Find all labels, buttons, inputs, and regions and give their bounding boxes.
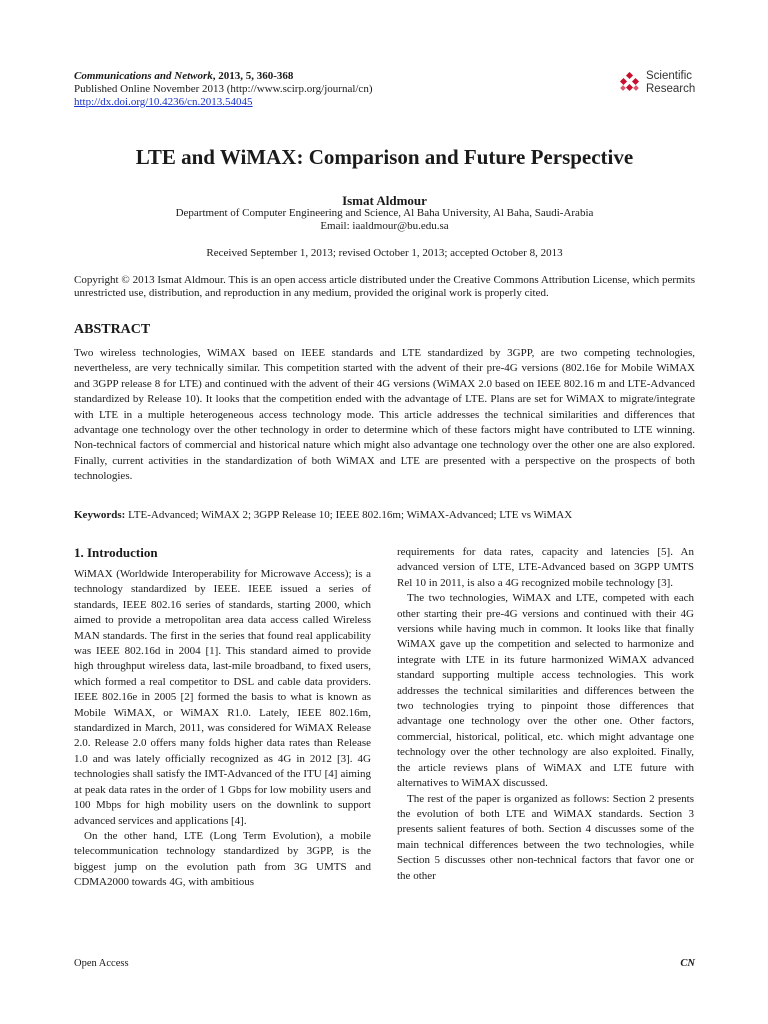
abstract-heading: ABSTRACT [74, 322, 151, 337]
journal-header [74, 70, 695, 114]
logo-text: Scientific Research [646, 70, 696, 95]
left-column [74, 545, 371, 891]
abstract-text: Two wireless technologies, WiMAX based on IEEE standards and LTE standardized by 3GPP, are two competing technologies, nevertheless, are very technically similar. This competition started with the advent of their pre-4G versions (802.16e for Mobile WiMAX and 3GPP release 8 for LTE) and continued with the advent of their 4G versions (WiMAX 2.0 based on IEEE 802.16 m and LTE-Advanced standardized by Release 10). It looks that the competition ended with the advantage of LTE. Plans are set for WiMAX to migrate/integrate with LTE in a multiple heterogeneous access technology mode. This article addresses the technical similarities and differences that advantage one technology over the other technology in order to determine which of these factors might have contributed to LTE winning. Non-technical factors of commercial and historical nature which might also advantage one technology over the other one are also explored. Finally, current activities in the standardization of both WiMAX and LTE are presented with a perspective on the prospects of both technologies. [74, 347, 695, 483]
author-name: Ismat Aldmour [342, 193, 427, 208]
paragraph: WiMAX (Worldwide Interoperability for Microwave Access); is a technology standardized by IEEE. IEEE issued a series of standards, IEEE 802.16 series of standards, starting 2000, which aimed to provide a metropolitan area data access called Wireless MAN standards. The first in the series that found real applicability was IEEE 802.16d in 2004 [1]. This standard aimed to provide high throughput wireless data, last-mile broadband, to fixed users, which formed a real competitor to DSL and cable data providers. IEEE 802.16e in 2005 [2] formed the basis to what is known as Mobile WiMAX, or WiMAX R1.0. Lately, IEEE 802.16m, standardized in March, 2011, was considered for WiMAX Release 2.0. Release 2.0 offers many folds higher data rates than Release 1.0 and was lately officially recognized as 4G in 2012 [3]. 4G technologies shall satisfy the IMT-Advanced of the ITU [4] aiming at peak data rates in the order of 1 Gbps for low mobility users and 100 Mbps for high mobility users on the downlink to support advanced services and applications [4]. [74, 568, 371, 827]
author-email: Email: iaaldmour@bu.edu.sa [320, 220, 449, 232]
paragraph: On the other hand, LTE (Long Term Evolution), a mobile telecommunication technology standardized by 3GPP, is the biggest jump on the evolution path from 3G UMTS and CDMA2000 towards 4G, with ambitious [74, 829, 371, 889]
section-heading-introduction: 1. Introduction [74, 545, 158, 560]
footer-journal-abbrev: CN [680, 958, 695, 969]
scientific-research-logo-icon [617, 72, 643, 96]
doi-link[interactable]: http://dx.doi.org/10.4236/cn.2013.54045 [74, 96, 253, 108]
author-affiliation [74, 207, 695, 233]
paragraph: requirements for data rates, capacity and latencies [5]. An advanced version of LTE, LTE-Advanced based on 3GPP UMTS Rel 10 in 2011, is also a 4G recognized mobile technology [3]. [397, 546, 694, 589]
affiliation-text: Department of Computer Engineering and Science, Al Baha University, Al Baha, Saudi-Arabia [175, 207, 594, 219]
page-footer [74, 958, 695, 969]
right-column [397, 545, 694, 884]
keywords-label: Keywords: [74, 509, 126, 521]
keywords-list: LTE-Advanced; WiMAX 2; 3GPP Release 10; IEEE 802.16m; WiMAX-Advanced; LTE vs WiMAX [125, 509, 573, 521]
paragraph: The rest of the paper is organized as follows: Section 2 presents the evolution of both LTE and WiMAX standards. Section 3 presents salient features of both. Section 4 discusses some of the main technical differences between the two technologies, while Section 5 discusses other non-technical factors that favor one or the other [397, 792, 694, 882]
published-line: Published Online November 2013 (http://www.scirp.org/journal/cn) [74, 83, 373, 95]
footer-open-access: Open Access [74, 958, 129, 969]
publisher-logo [617, 70, 695, 100]
copyright-notice: Copyright © 2013 Ismat Aldmour. This is an open access article distributed under the Creative Commons Attribution License, which permits unrestricted use, distribution, and reproduction in any medium, provided the original work is properly cited. [74, 274, 695, 299]
keywords [74, 509, 695, 521]
journal-name: Communications and Network [74, 70, 213, 82]
received-dates: Received September 1, 2013; revised October 1, 2013; accepted October 8, 2013 [206, 247, 563, 259]
journal-ref: , 2013, 5, 360-368 [212, 70, 294, 82]
journal-citation [74, 70, 695, 83]
paper-title: LTE and WiMAX: Comparison and Future Perspective [135, 145, 634, 169]
paragraph: The two technologies, WiMAX and LTE, competed with each other starting their pre-4G versions and continued with their 4G versions while having much in common. It looks like that finally WiMAX gave up the competition and selected to harmonize and integrate with LTE in its future harmonized WiMAX advanced standard supporting multiple access technologies. This work addresses the technical similarities and differences between the two technologies trying to pinpoint those differences that advantage one technology over the other one. Other factors, commercial, historical, political, etc. which might advantage one technology over the other technology are also exploited. Finally, the article reviews plans of WiMAX and LTE future with alternatives to WiMAX discussed. [397, 592, 694, 790]
